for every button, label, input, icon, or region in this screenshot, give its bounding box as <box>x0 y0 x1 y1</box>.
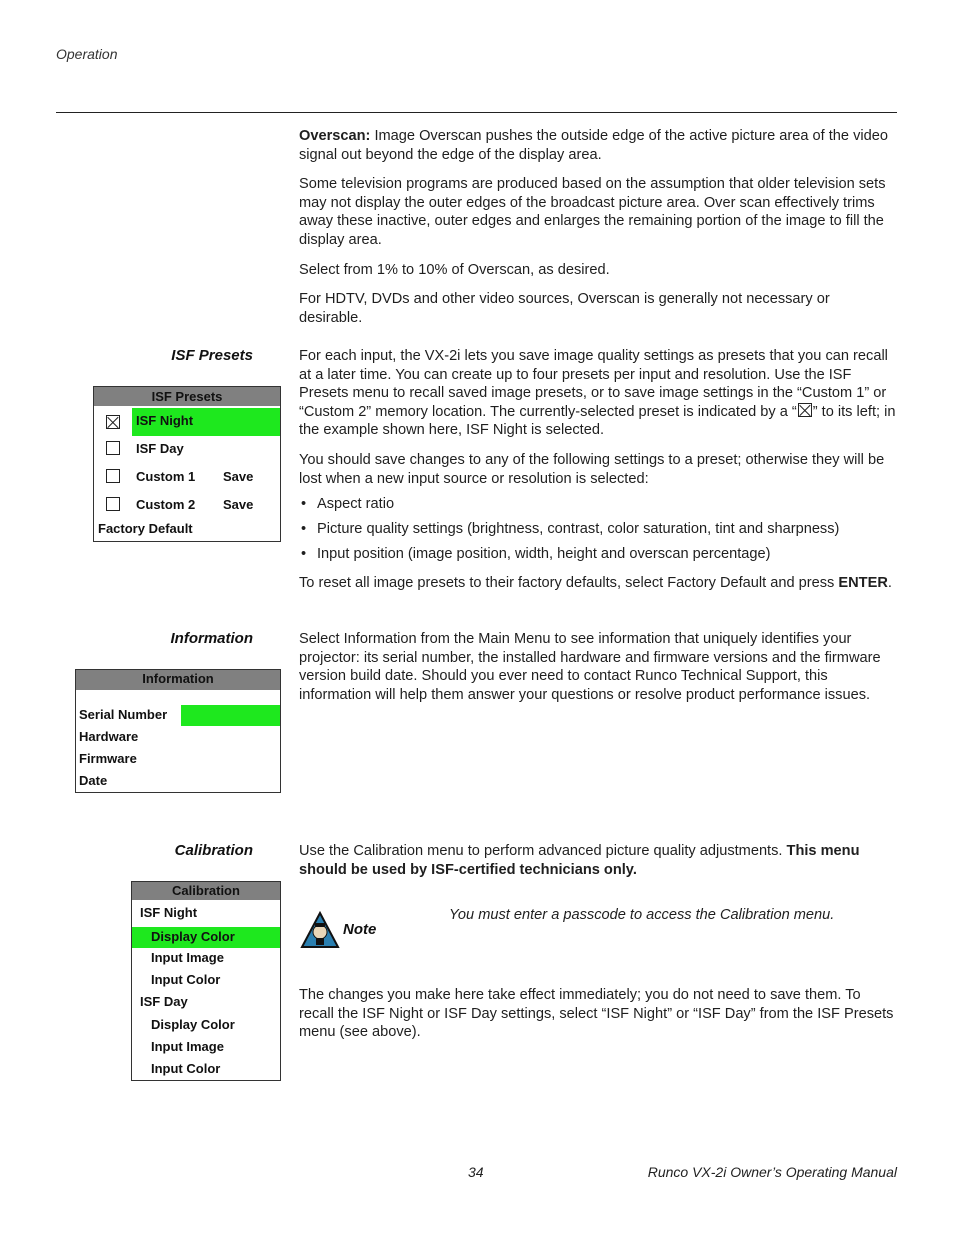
information-heading: Information <box>170 630 253 647</box>
save-button[interactable]: Save <box>223 469 254 484</box>
menu-item-label: Display Color <box>151 929 235 944</box>
isf-presets-heading: ISF Presets <box>171 347 253 364</box>
period: . <box>887 575 892 591</box>
isf-presets-paragraph-1 <box>299 347 897 440</box>
list-item-text: Input position (image position, width, height and overscan percentage) <box>317 546 771 562</box>
header-rule <box>56 112 897 113</box>
checkbox-icon <box>106 441 120 455</box>
calibration-paragraph-2: The changes you make here take effect immediately; you do not need to save them. To recall the ISF Night or ISF Day settings, select “ISF Night” or “ISF Day” from the ISF Presets menu (see above). <box>299 987 894 1041</box>
overscan-paragraph-2: Some television programs are produced based on the assumption that older television sets may not display the outer edges of the broadcast picture area. Over scan effectively trims away these inactive, outer edges and enlarges the remaining portion of the image to fill the display area. <box>299 176 886 248</box>
overscan-paragraph-4: For HDTV, DVDs and other video sources, Overscan is generally not necessary or desirable. <box>299 291 830 326</box>
page-number: 34 <box>468 1164 484 1180</box>
menu-item-label: Custom 2 <box>136 497 196 512</box>
calibration-text: Use the Calibration menu to perform advanced picture quality adjustments. <box>299 843 787 859</box>
menu-item-input-color[interactable] <box>132 971 280 991</box>
isf-presets-menu <box>93 386 281 542</box>
menu-item-input-image[interactable] <box>132 1038 280 1058</box>
menu-title: Calibration <box>132 882 280 900</box>
checked-box-icon <box>798 403 812 417</box>
overscan-paragraph-3: Select from 1% to 10% of Overscan, as desired. <box>299 262 610 278</box>
menu-item-label: Custom 1 <box>136 469 196 484</box>
isf-presets-text-b: ” to its left; in the example shown here, ISF Night is selected. <box>299 403 896 439</box>
enter-key-label: ENTER <box>838 575 888 591</box>
info-row-serial-number <box>76 705 280 727</box>
calibration-warning: This menu should be used by ISF-certified technicians only. <box>299 843 860 878</box>
info-row-date <box>76 772 280 792</box>
menu-title: Information <box>76 670 280 690</box>
isf-presets-paragraph-3 <box>299 574 897 593</box>
menu-item-label: ISF Day <box>140 994 188 1009</box>
info-label: Date <box>79 773 108 788</box>
menu-item-isf-day[interactable] <box>132 993 280 1013</box>
menu-item-isf-day[interactable] <box>94 439 280 461</box>
menu-item-label: Factory Default <box>98 521 193 536</box>
menu-item-factory-default[interactable] <box>94 520 280 540</box>
calibration-heading: Calibration <box>174 842 253 859</box>
list-item-text: Aspect ratio <box>317 496 395 512</box>
menu-item-input-color[interactable] <box>132 1060 280 1080</box>
save-button[interactable]: Save <box>223 497 254 512</box>
info-value-highlight <box>181 705 280 726</box>
menu-title: ISF Presets <box>94 387 280 406</box>
info-label: Firmware <box>79 751 137 766</box>
menu-item-label: Display Color <box>151 1017 235 1032</box>
menu-item-label: ISF Day <box>136 441 184 456</box>
menu-item-label: Input Image <box>151 950 224 965</box>
menu-item-custom-2[interactable] <box>94 495 280 517</box>
note-icon <box>300 911 340 949</box>
menu-item-display-color[interactable] <box>132 1016 280 1036</box>
menu-item-label: Input Color <box>151 972 221 987</box>
menu-item-input-image[interactable] <box>132 949 280 969</box>
overscan-label: Overscan: <box>299 128 371 144</box>
info-label: Serial Number <box>79 707 168 722</box>
isf-presets-text-a: For each input, the VX-2i lets you save image quality settings as presets that you can recall at a later time. You can create up to four presets per input and resolution. Use the ISF Presets menu to recall saved image presets, or to save image settings in the “Custom 1” or “Custom 2” memory location. The currently-selected preset is indicated by a “ <box>299 348 888 420</box>
information-paragraph: Select Information from the Main Menu to see information that uniquely identifies your projector: its serial number, the installed hardware and firmware versions and the firmware version build date. Should you ever need to contact Runco Technical Support, this information will help them answer your questions or resolve product performance issues. <box>299 631 881 703</box>
menu-item-isf-night[interactable] <box>132 904 280 924</box>
bullet-icon: • <box>301 521 307 537</box>
isf-presets-paragraph-2: You should save changes to any of the following settings to a preset; otherwise they will be lost when a new input source or resolution is selected: <box>299 452 885 487</box>
info-row-firmware <box>76 750 280 770</box>
information-menu <box>75 669 281 793</box>
menu-item-label: Input Image <box>151 1039 224 1054</box>
bullet-icon: • <box>301 496 307 512</box>
menu-item-display-color[interactable] <box>132 927 280 948</box>
manual-title: Runco VX-2i Owner’s Operating Manual <box>647 1164 897 1180</box>
checkbox-icon <box>106 497 120 511</box>
menu-item-label: Input Color <box>151 1061 221 1076</box>
running-header: Operation <box>56 46 118 62</box>
menu-item-custom-1[interactable] <box>94 467 280 489</box>
menu-item-label: ISF Night <box>140 905 198 920</box>
calibration-paragraph-1 <box>299 842 897 879</box>
isf-presets-reset-text: To reset all image presets to their factory defaults, select Factory Default and press <box>299 575 839 591</box>
info-row-hardware <box>76 728 280 748</box>
note-label: Note <box>343 921 377 938</box>
overscan-paragraph-1 <box>299 127 897 164</box>
calibration-menu <box>131 881 281 1081</box>
info-label: Hardware <box>79 729 139 744</box>
overscan-text: Image Overscan pushes the outside edge of the active picture area of the video signal out beyond the edge of the display area. <box>299 128 888 163</box>
bullet-icon: • <box>301 546 307 562</box>
menu-item-isf-night[interactable] <box>94 408 280 436</box>
menu-item-label: ISF Night <box>136 413 194 428</box>
note-text: You must enter a passcode to access the Calibration menu. <box>449 907 835 923</box>
checked-box-icon <box>106 415 120 429</box>
checkbox-icon <box>106 469 120 483</box>
list-item-text: Picture quality settings (brightness, contrast, color saturation, tint and sharpness) <box>317 521 840 537</box>
